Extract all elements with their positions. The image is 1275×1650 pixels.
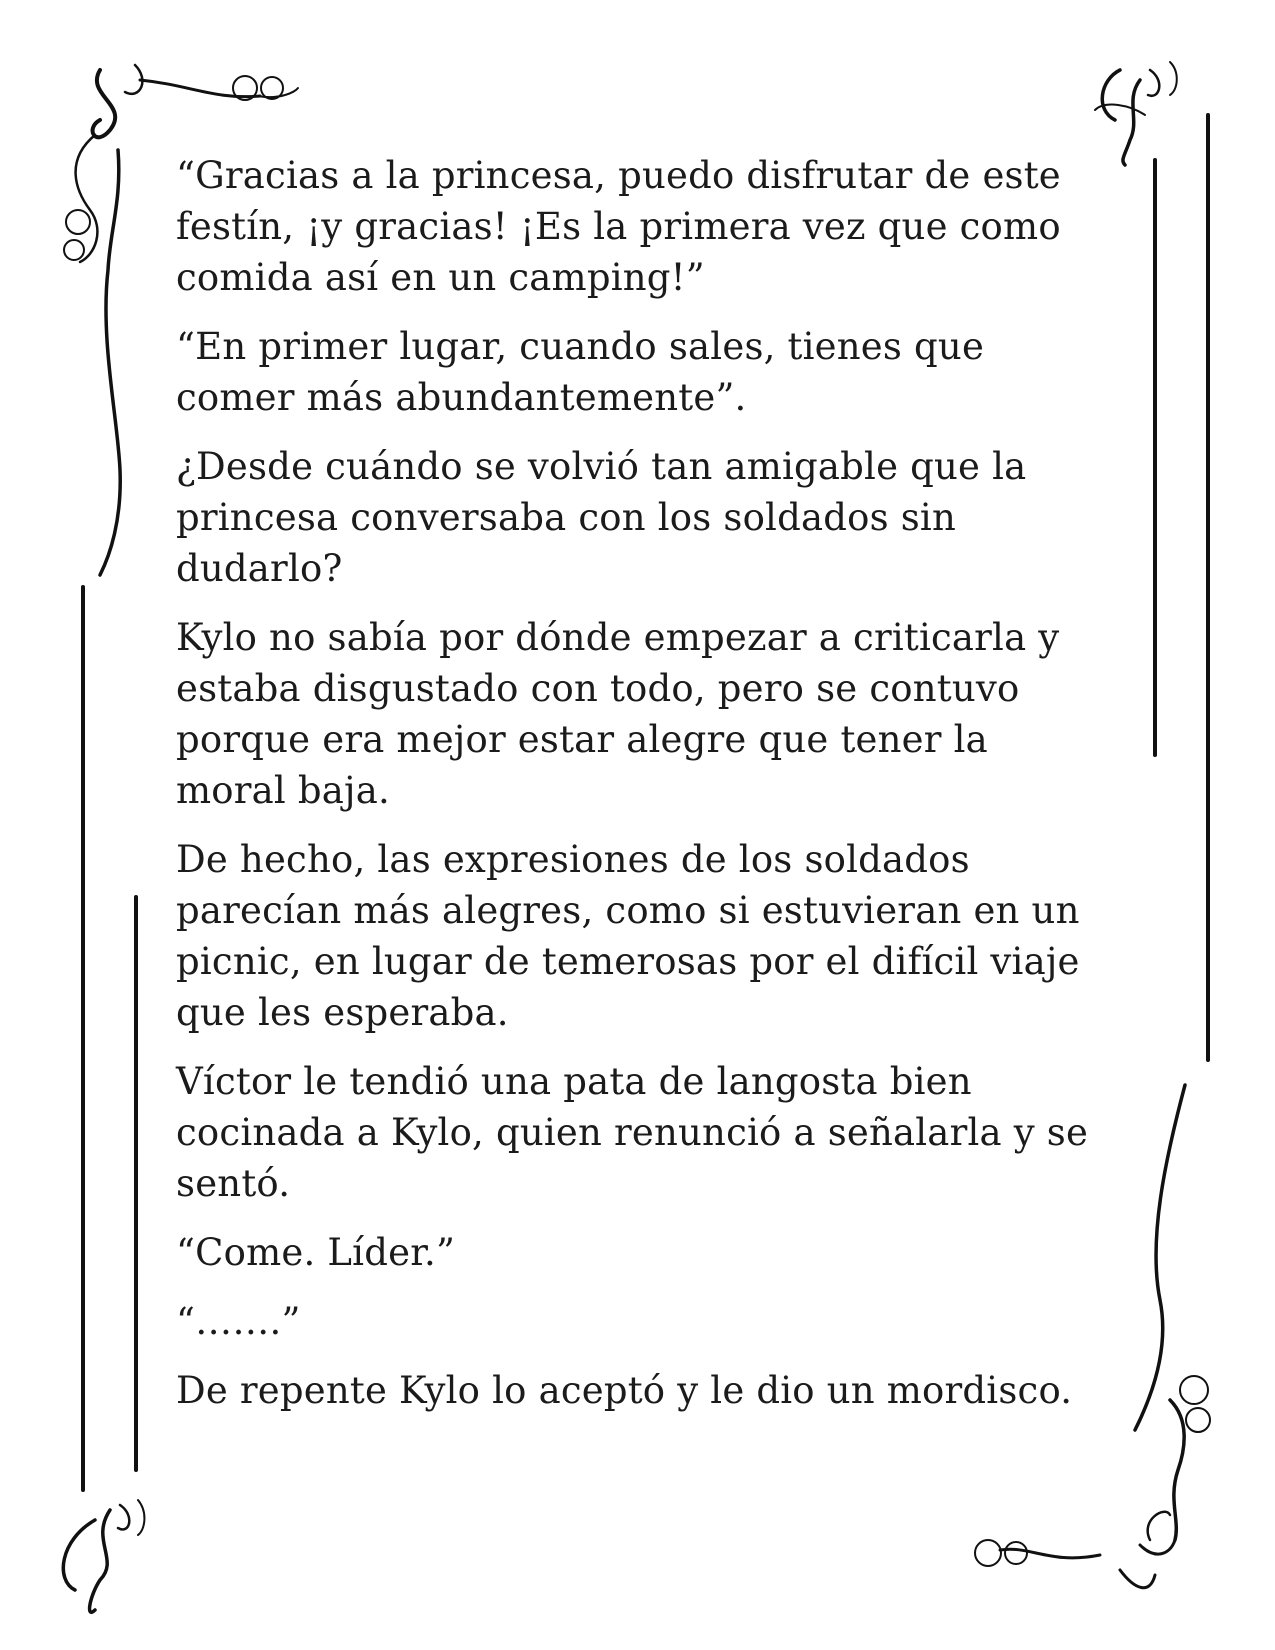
paragraph: Víctor le tendió una pata de langosta bien cocinada a Kylo, quien renunció a señalarla y se sentó.	[176, 1060, 1089, 1205]
paragraph: “…….”	[176, 1300, 301, 1343]
paragraph: ¿Desde cuándo se volvió tan amigable que la princesa conversaba con los soldados sin dudarlo?	[176, 445, 1027, 590]
paragraph: “Gracias a la princesa, puedo disfrutar de este festín, ¡y gracias! ¡Es la primera vez que como comida así en un camping!”	[176, 154, 1061, 299]
paragraph: Kylo no sabía por dónde empezar a criticarla y estaba disgustado con todo, pero se contuvo porque era mejor estar alegre que tener la moral baja.	[176, 616, 1060, 812]
flourish-top-right	[1095, 62, 1177, 165]
paragraph: “En primer lugar, cuando sales, tienes que comer más abundantemente”.	[176, 325, 985, 419]
story-text	[176, 150, 1106, 1434]
paragraph: “Come. Líder.”	[176, 1231, 456, 1274]
flourish-bottom-left	[63, 1500, 144, 1612]
paragraph: De repente Kylo lo aceptó y le dio un mordisco.	[176, 1369, 1073, 1412]
paragraph: De hecho, las expresiones de los soldados parecían más alegres, como si estuvieran en un picnic, en lugar de temerosas por el difícil viaje que les esperaba.	[176, 838, 1080, 1034]
